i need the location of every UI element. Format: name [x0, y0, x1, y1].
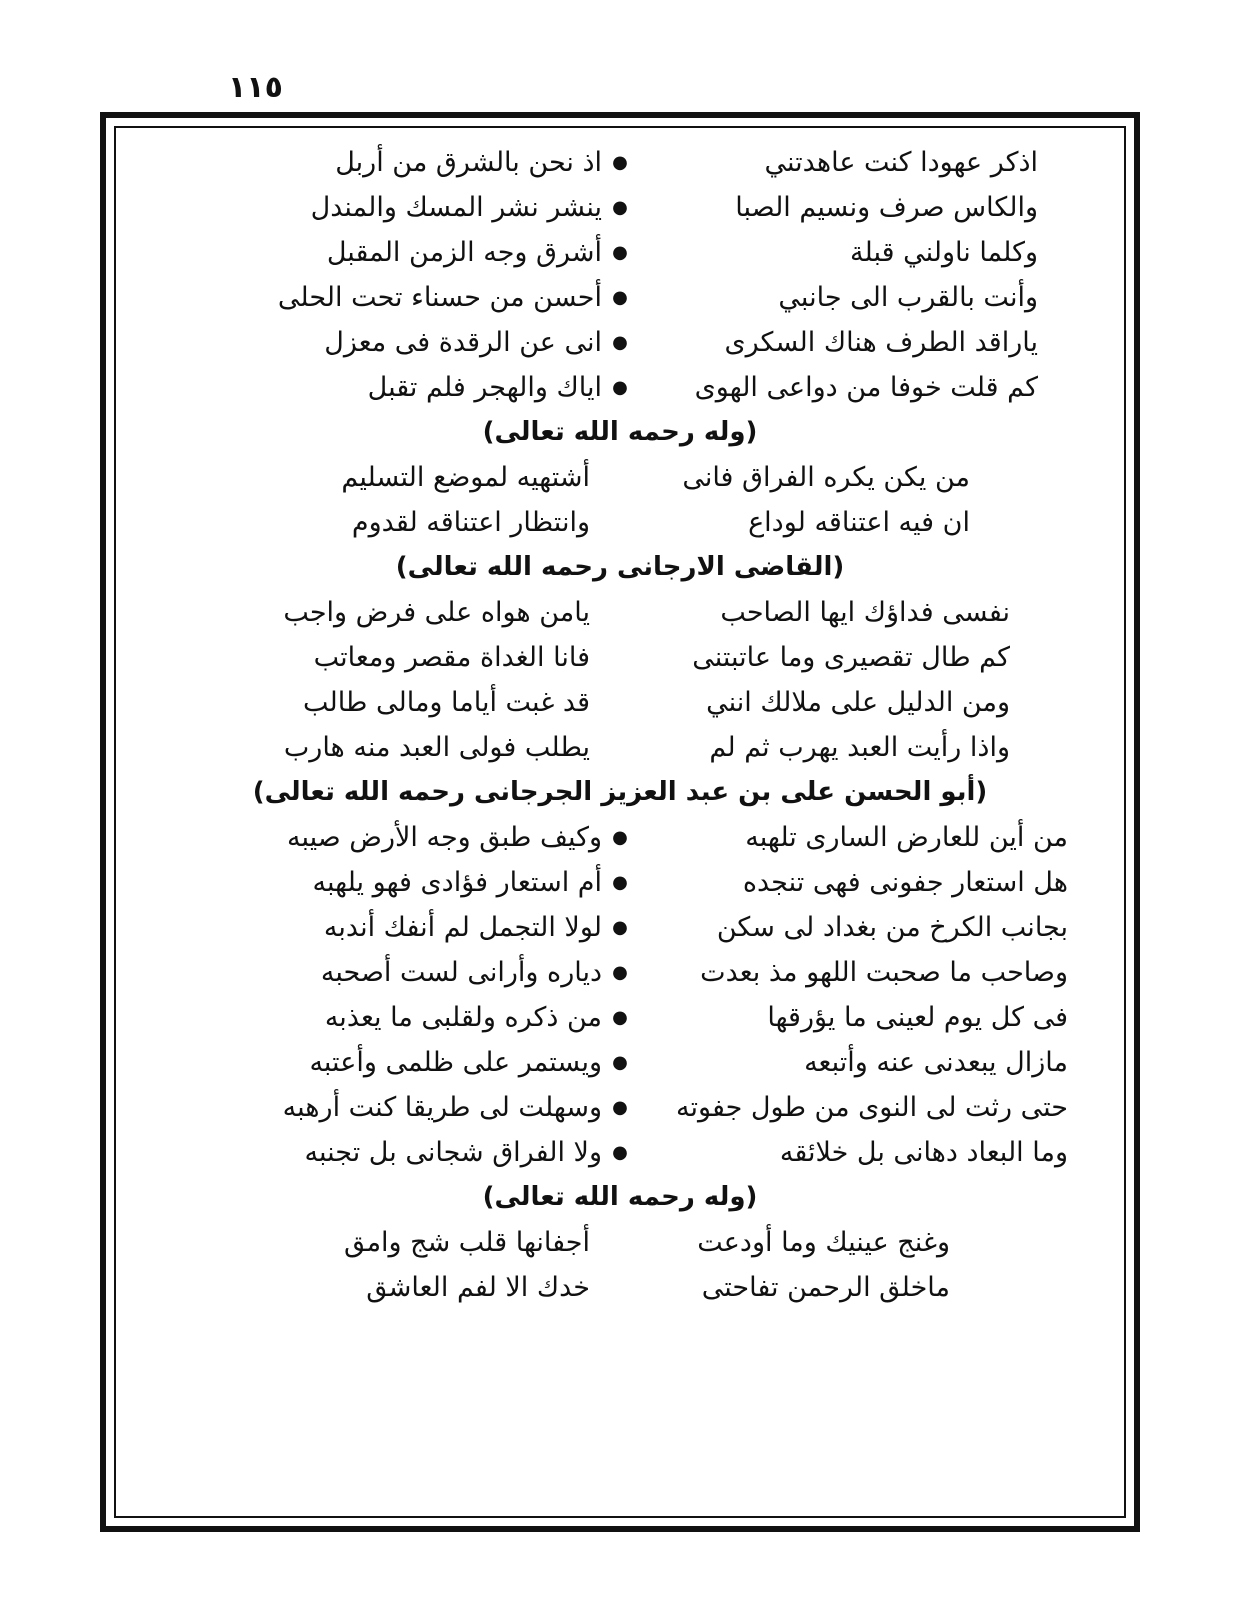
verse-line — [130, 1130, 1110, 1175]
verse-line — [130, 905, 1110, 950]
second-hemistich: فانا الغداة مقصر ومعاتب — [313, 642, 590, 673]
verse-separator: ● — [612, 1007, 628, 1028]
verse-line — [130, 635, 1110, 680]
poem-heading: (وله رحمه الله تعالى) — [482, 1182, 758, 1212]
verse-line — [130, 680, 1110, 725]
second-hemistich: وسهلت لى طريقا كنت أرهبه — [282, 1092, 602, 1123]
verse-separator: ● — [612, 872, 628, 893]
second-hemistich: قد غبت أياما ومالى طالب — [302, 687, 590, 718]
second-hemistich: أشرق وجه الزمن المقبل — [326, 237, 602, 268]
verse-line — [130, 320, 1110, 365]
first-hemistich: مازال يبعدنى عنه وأتبعه — [804, 1047, 1068, 1078]
poem-heading: (القاضى الارجانى رحمه الله تعالى) — [395, 552, 845, 582]
verse-separator: ● — [612, 962, 628, 983]
second-hemistich: خدك الا لفم العاشق — [366, 1272, 590, 1303]
second-hemistich: اذ نحن بالشرق من أربل — [335, 147, 602, 178]
first-hemistich: نفسى فداؤك ايها الصاحب — [720, 597, 1010, 628]
verse-separator: ● — [612, 287, 628, 308]
second-hemistich: أحسن من حسناء تحت الحلى — [277, 282, 602, 313]
verse-line — [130, 365, 1110, 410]
verse-separator: ● — [612, 1097, 628, 1118]
page-number: ١١٥ — [228, 70, 283, 105]
second-hemistich: يامن هواه على فرض واجب — [283, 597, 590, 628]
verse-separator: ● — [612, 1052, 628, 1073]
verse-line — [130, 815, 1110, 860]
verse-line — [130, 995, 1110, 1040]
verse-line — [130, 140, 1110, 185]
second-hemistich: لولا التجمل لم أنفك أندبه — [323, 912, 602, 943]
first-hemistich: بجانب الكرخ من بغداد لى سكن — [716, 912, 1068, 943]
verse-separator: ● — [612, 917, 628, 938]
verse-separator: ● — [612, 827, 628, 848]
first-hemistich: واذا رأيت العبد يهرب ثم لم — [709, 732, 1010, 763]
first-hemistich: فى كل يوم لعينى ما يؤرقها — [767, 1002, 1068, 1033]
first-hemistich: وكلما ناولني قبلة — [850, 237, 1038, 268]
second-hemistich: أم استعار فؤادى فهو يلهبه — [312, 867, 602, 898]
verse-line — [130, 1220, 1110, 1265]
second-hemistich: وانتظار اعتناقه لقدوم — [351, 507, 590, 538]
first-hemistich: وما البعاد دهانى بل خلائقه — [779, 1137, 1068, 1168]
first-hemistich: اذكر عهودا كنت عاهدتني — [764, 147, 1038, 178]
first-hemistich: حتى رثت لى النوى من طول جفوته — [676, 1092, 1068, 1123]
second-hemistich: يطلب فولى العبد منه هارب — [283, 732, 590, 763]
verse-line — [130, 590, 1110, 635]
first-hemistich: وغنج عينيك وما أودعت — [697, 1227, 950, 1258]
second-hemistich: ويستمر على ظلمى وأعتبه — [309, 1047, 602, 1078]
second-hemistich: أشتهيه لموضع التسليم — [341, 462, 590, 493]
poem-heading: (وله رحمه الله تعالى) — [482, 417, 758, 447]
first-hemistich: ومن الدليل على ملالك انني — [706, 687, 1010, 718]
verse-line — [130, 455, 1110, 500]
second-hemistich: دياره وأرانى لست أصحبه — [320, 957, 602, 988]
verse-separator: ● — [612, 332, 628, 353]
first-hemistich: من أين للعارض السارى تلهبه — [745, 822, 1068, 853]
verse-line — [130, 1085, 1110, 1130]
verse-separator: ● — [612, 242, 628, 263]
second-hemistich: انى عن الرقدة فى معزل — [324, 327, 602, 358]
verse-separator: ● — [612, 152, 628, 173]
first-hemistich: ماخلق الرحمن تفاحتى — [701, 1272, 950, 1303]
first-hemistich: ياراقد الطرف هناك السكرى — [724, 327, 1038, 358]
verse-line — [130, 1040, 1110, 1085]
first-hemistich: والكاس صرف ونسيم الصبا — [735, 192, 1038, 223]
first-hemistich: ان فيه اعتناقه لوداع — [748, 507, 970, 538]
second-hemistich: من ذكره ولقلبى ما يعذبه — [324, 1002, 602, 1033]
poem-content — [130, 140, 1110, 1510]
verse-line — [130, 725, 1110, 770]
verse-line — [130, 860, 1110, 905]
verse-line — [130, 275, 1110, 320]
first-hemistich: كم طال تقصيرى وما عاتبتنى — [692, 642, 1010, 673]
second-hemistich: ولا الفراق شجانى بل تجنبه — [304, 1137, 602, 1168]
first-hemistich: كم قلت خوفا من دواعى الهوى — [694, 372, 1038, 403]
verse-line — [130, 1265, 1110, 1310]
verse-line — [130, 230, 1110, 275]
first-hemistich: من يكن يكره الفراق فانى — [682, 462, 970, 493]
verse-line — [130, 950, 1110, 995]
second-hemistich: ينشر نشر المسك والمندل — [310, 192, 602, 223]
first-hemistich: وأنت بالقرب الى جانبي — [778, 282, 1038, 313]
first-hemistich: وصاحب ما صحبت اللهو مذ بعدت — [700, 957, 1068, 988]
second-hemistich: وكيف طبق وجه الأرض صيبه — [287, 822, 602, 853]
verse-line — [130, 185, 1110, 230]
second-hemistich: أجفانها قلب شج وامق — [344, 1227, 590, 1258]
verse-separator: ● — [612, 197, 628, 218]
first-hemistich: هل استعار جفونى فهى تنجده — [742, 867, 1068, 898]
verse-line — [130, 500, 1110, 545]
verse-separator: ● — [612, 1142, 628, 1163]
verse-separator: ● — [612, 377, 628, 398]
poem-heading: (أبو الحسن على بن عبد العزيز الجرجانى رحمه الله تعالى) — [252, 777, 988, 807]
second-hemistich: اياك والهجر فلم تقبل — [367, 372, 602, 403]
